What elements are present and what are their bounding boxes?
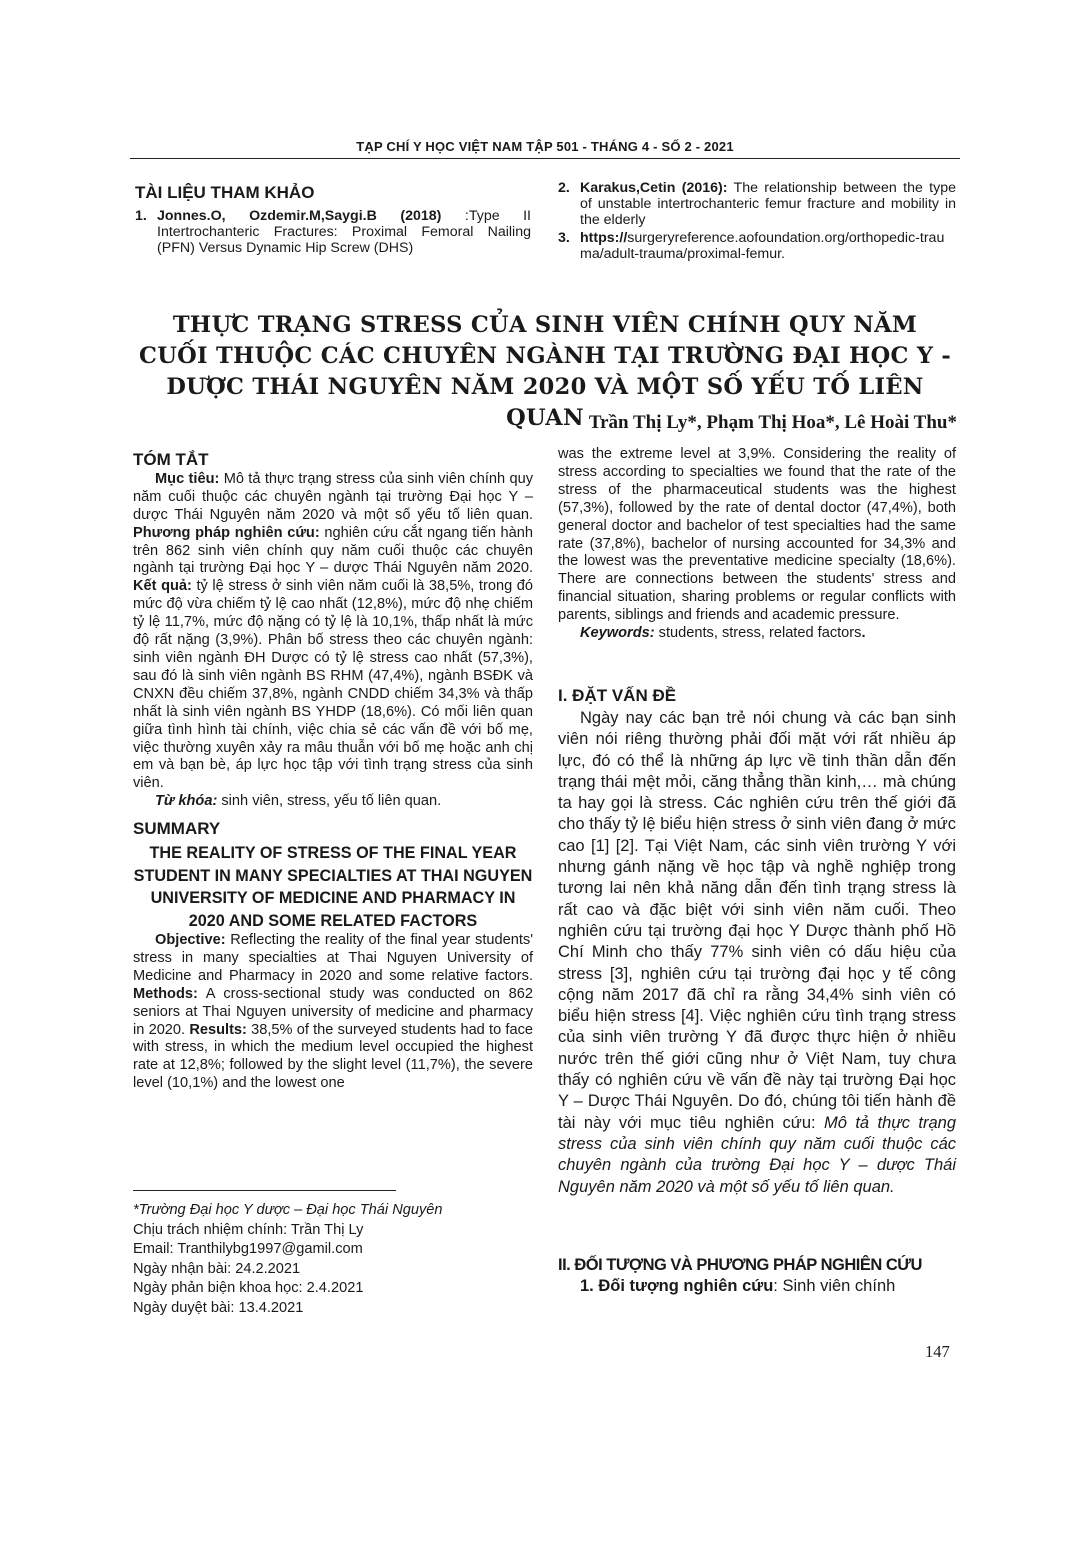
footnote-reviewed: Ngày phản biện khoa học: 2.4.2021 xyxy=(133,1280,364,1297)
methods-heading: II. ĐỐI TƯỢNG VÀ PHƯƠNG PHÁP NGHIÊN CỨU xyxy=(558,1256,922,1274)
keywords-en xyxy=(558,625,956,643)
reference-number: 1. xyxy=(135,208,147,224)
summary-title: THE REALITY OF STRESS OF THE FINAL YEAR STUDENT IN MANY SPECIALTIES AT THAI NGUYEN UNIVERSITY OF MEDICINE AND PHARMACY IN 2020 AND SOME RELATED FACTORS xyxy=(133,844,533,930)
intro-heading: I. ĐẶT VẤN ĐỀ xyxy=(558,686,677,705)
reference-text: The relationship between the type of unstable intertrochanteric femur fracture and mobility in the elderly xyxy=(580,180,956,228)
article-authors: Trần Thị Ly*, Phạm Thị Hoa*, Lê Hoài Thu* xyxy=(588,412,957,433)
subsection-text: : Sinh viên chính xyxy=(773,1277,896,1295)
results-label: Kết quả: xyxy=(133,578,192,595)
summary-heading: SUMMARY xyxy=(133,819,221,839)
article-title: THỰC TRẠNG STRESS CỦA SINH VIÊN CHÍNH QUY NĂM CUỐI THUỘC CÁC CHUYÊN NGÀNH TẠI TRƯỜNG ĐẠI HỌC Y - DƯỢC THÁI NGUYÊN NĂM 2020 VÀ MỘT SỐ YẾU TỐ LIÊN QUAN xyxy=(138,312,951,431)
subsection-label: 1. Đối tượng nghiên cứu xyxy=(580,1277,774,1295)
right-column-summary xyxy=(558,446,956,643)
abstract-vi-body xyxy=(133,471,533,793)
intro-objective: Mô tả thực trạng stress của sinh viên chính quy năm cuối thuộc các chuyên ngành của trường Đại học Y – dược Thái Nguyên năm 2020 và một số yếu tố liên quan. xyxy=(558,1113,957,1196)
reference-number: 2. xyxy=(558,180,570,196)
footnote-affiliation: *Trường Đại học Y dược – Đại học Thái Nguyên xyxy=(133,1202,443,1218)
methods-body xyxy=(558,1276,956,1297)
objective-label: Mục tiêu: xyxy=(155,470,220,487)
intro-body xyxy=(558,708,956,1198)
keywords-text: sinh viên, stress, yếu tố liên quan. xyxy=(217,793,442,810)
methods-text: A cross-sectional study was conducted on 862 seniors at Thai Nguyen university of medicine and pharmacy in 2020. xyxy=(133,985,533,1038)
abstract-heading: TÓM TẮT xyxy=(133,450,209,469)
header-rule xyxy=(130,158,960,159)
reference-authors: Jonnes.O, Ozdemir.M,Saygi.B (2018) xyxy=(157,208,442,224)
objective-label: Objective: xyxy=(155,932,226,949)
keywords-text: students, stress, related factors xyxy=(654,625,862,642)
reference-item xyxy=(558,180,956,228)
reference-number: 3. xyxy=(558,230,570,246)
reference-text: surgeryreference.aofoundation.org/orthopedic-trauma/adult-trauma/proximal-femur. xyxy=(580,230,945,262)
references-title: TÀI LIỆU THAM KHẢO xyxy=(135,183,315,202)
footnotes xyxy=(133,1201,443,1319)
objective-text: Mô tả thực trạng stress của sinh viên chính quy năm cuối thuộc các chuyên ngành tại trường Đại học Y – dược Thái Nguyên năm 2020 và một số yếu tố liên quan. xyxy=(133,470,533,523)
footnote-received: Ngày nhận bài: 24.2.2021 xyxy=(133,1260,301,1277)
reference-item xyxy=(135,208,531,256)
footnote-rule xyxy=(133,1190,396,1191)
results-label: Results: xyxy=(189,1021,247,1038)
methods-label: Methods: xyxy=(133,985,198,1002)
keywords-label: Keywords: xyxy=(580,625,655,642)
left-column xyxy=(133,451,533,1093)
keywords-period: . xyxy=(861,625,866,642)
reference-item xyxy=(558,230,956,262)
summary-body-continued: was the extreme level at 3,9%. Considering the reality of stress according to specialties we found that the rate of the stress of the pharmaceutical students was the highest (57,3%), followed by the rate of dental doctor (47,4%), both general doctor and bachelor of test specialties had the same rate (37,8%), bachelor of nursing accounted for 34,3% and the lowest was the preventative medicine specialty (18,6%). There are connections between the students' stress and financial situation, sharing problems or regular conflicts with parents, siblings and friends and academic pressure. xyxy=(558,446,956,624)
footnote-email: Email: Tranthilybg1997@gamil.com xyxy=(133,1241,363,1258)
footnote-responsible: Chịu trách nhiệm chính: Trần Thị Ly xyxy=(133,1221,364,1238)
results-text: tỷ lệ stress ở sinh viên năm cuối là 38,5%, trong đó mức độ vừa chiếm tỷ lệ cao nhất (12,8%), mức độ nhẹ chiếm tỷ lệ 11,7%, mức độ nặng có tỷ lệ là 10,1%, thấp nhất là mức độ rất nặng (3,9%). Phân bố stress theo các chuyên ngành: sinh viên ngành ĐH Dược có tỷ lệ stress cao nhất (57,3%), sau đó là sinh viên ngành BS RHM (47,4%), ngành BSĐK và CNXN đều chiếm 37,8%, ngành CNDD chiếm 34,3% và thấp nhất là sinh viên ngành BS YHDP (18,6%). Có mối liên quan giữa tình hình tài chính, việc chia sẻ các vấn đề với bố mẹ, việc thường xuyên xảy ra mâu thuẫn với bố mẹ hoặc anh chị em và bạn bè, áp lực học tập với tình trạng stress của sinh viên. xyxy=(133,578,534,792)
journal-header: TẠP CHÍ Y HỌC VIỆT NAM TẬP 501 - THÁNG 4 - SỐ 2 - 2021 xyxy=(356,139,734,154)
methods-section xyxy=(558,1256,956,1297)
methods-text: nghiên cứu cắt ngang tiến hành trên 862 sinh viên chính quy năm cuối thuộc các chuyên ngành tại trường Đại học Y – dược Thái Nguyên năm 2020. xyxy=(133,524,533,577)
methods-label: Phương pháp nghiên cứu: xyxy=(133,524,320,541)
results-text: 38,5% of the surveyed students had to face with stress, in which the medium level occupied the highest rate at 12,8%; followed by the slight level (11,7%), the severe level (10,1%) and the lowest one xyxy=(133,1021,533,1092)
objective-text: Reflecting the reality of the final year students' stress in many specialties at Thai Nguyen University of Medicine and Pharmacy in 2020 and some relative factors. xyxy=(133,932,533,984)
reference-authors: Karakus,Cetin (2016): xyxy=(580,180,728,196)
summary-body xyxy=(133,932,533,1093)
keywords-label: Từ khóa: xyxy=(155,793,218,810)
footnote-approved: Ngày duyệt bài: 13.4.2021 xyxy=(133,1299,304,1316)
keywords-vi xyxy=(133,793,533,811)
reference-authors: https:// xyxy=(580,230,628,246)
intro-section xyxy=(558,686,956,1198)
reference-text: :Type II Intertrochanteric Fractures: Proximal Femoral Nailing (PFN) Versus Dynamic Hip Screw (DHS) xyxy=(157,208,531,256)
intro-text: Ngày nay các bạn trẻ nói chung và các bạn sinh viên nói riêng thường phải đối mặt với rất nhiều áp lực, đó có thể là những áp lực về tinh thần dẫn đến trạng thái mệt mỏi, căng thẳng thần kinh,… mà chúng ta hay gọi là stress. Các nghiên cứu trên thế giới đã cho thấy tỷ lệ biểu hiện stress ở sinh viên đang ở mức cao [1] [2]. Tại Việt Nam, các sinh viên trường Y với nhưng gánh nặng về học tập và nghề nghiệp trong tương lai nên khả năng dẫn đến tình trạng stress là rất cao và đặc biệt với sinh viên năm cuối. Theo nghiên cứu tại trường đại học Y Dược thành phố Hồ Chí Minh cho thấy 77% sinh viên có dấu hiệu của stress [3], nghiên cứu tại trường đại học y tế công cộng năm 2017 đã chỉ ra rằng 34,4% sinh viên có biểu hiện stress [4]. Việc nghiên cứu tình trạng stress của sinh viên trường Y đã được thực hiện ở nhiều nước trên thế giới cũng như ở Việt Nam, tuy chưa thấy có nghiên cứu về vấn đề này tại trường Đại học Y – Dược Thái Nguyên. Do đó, chúng tôi tiến hành đề tài này với mục tiêu nghiên cứu: xyxy=(558,709,956,1132)
page-number: 147 xyxy=(925,1342,950,1361)
